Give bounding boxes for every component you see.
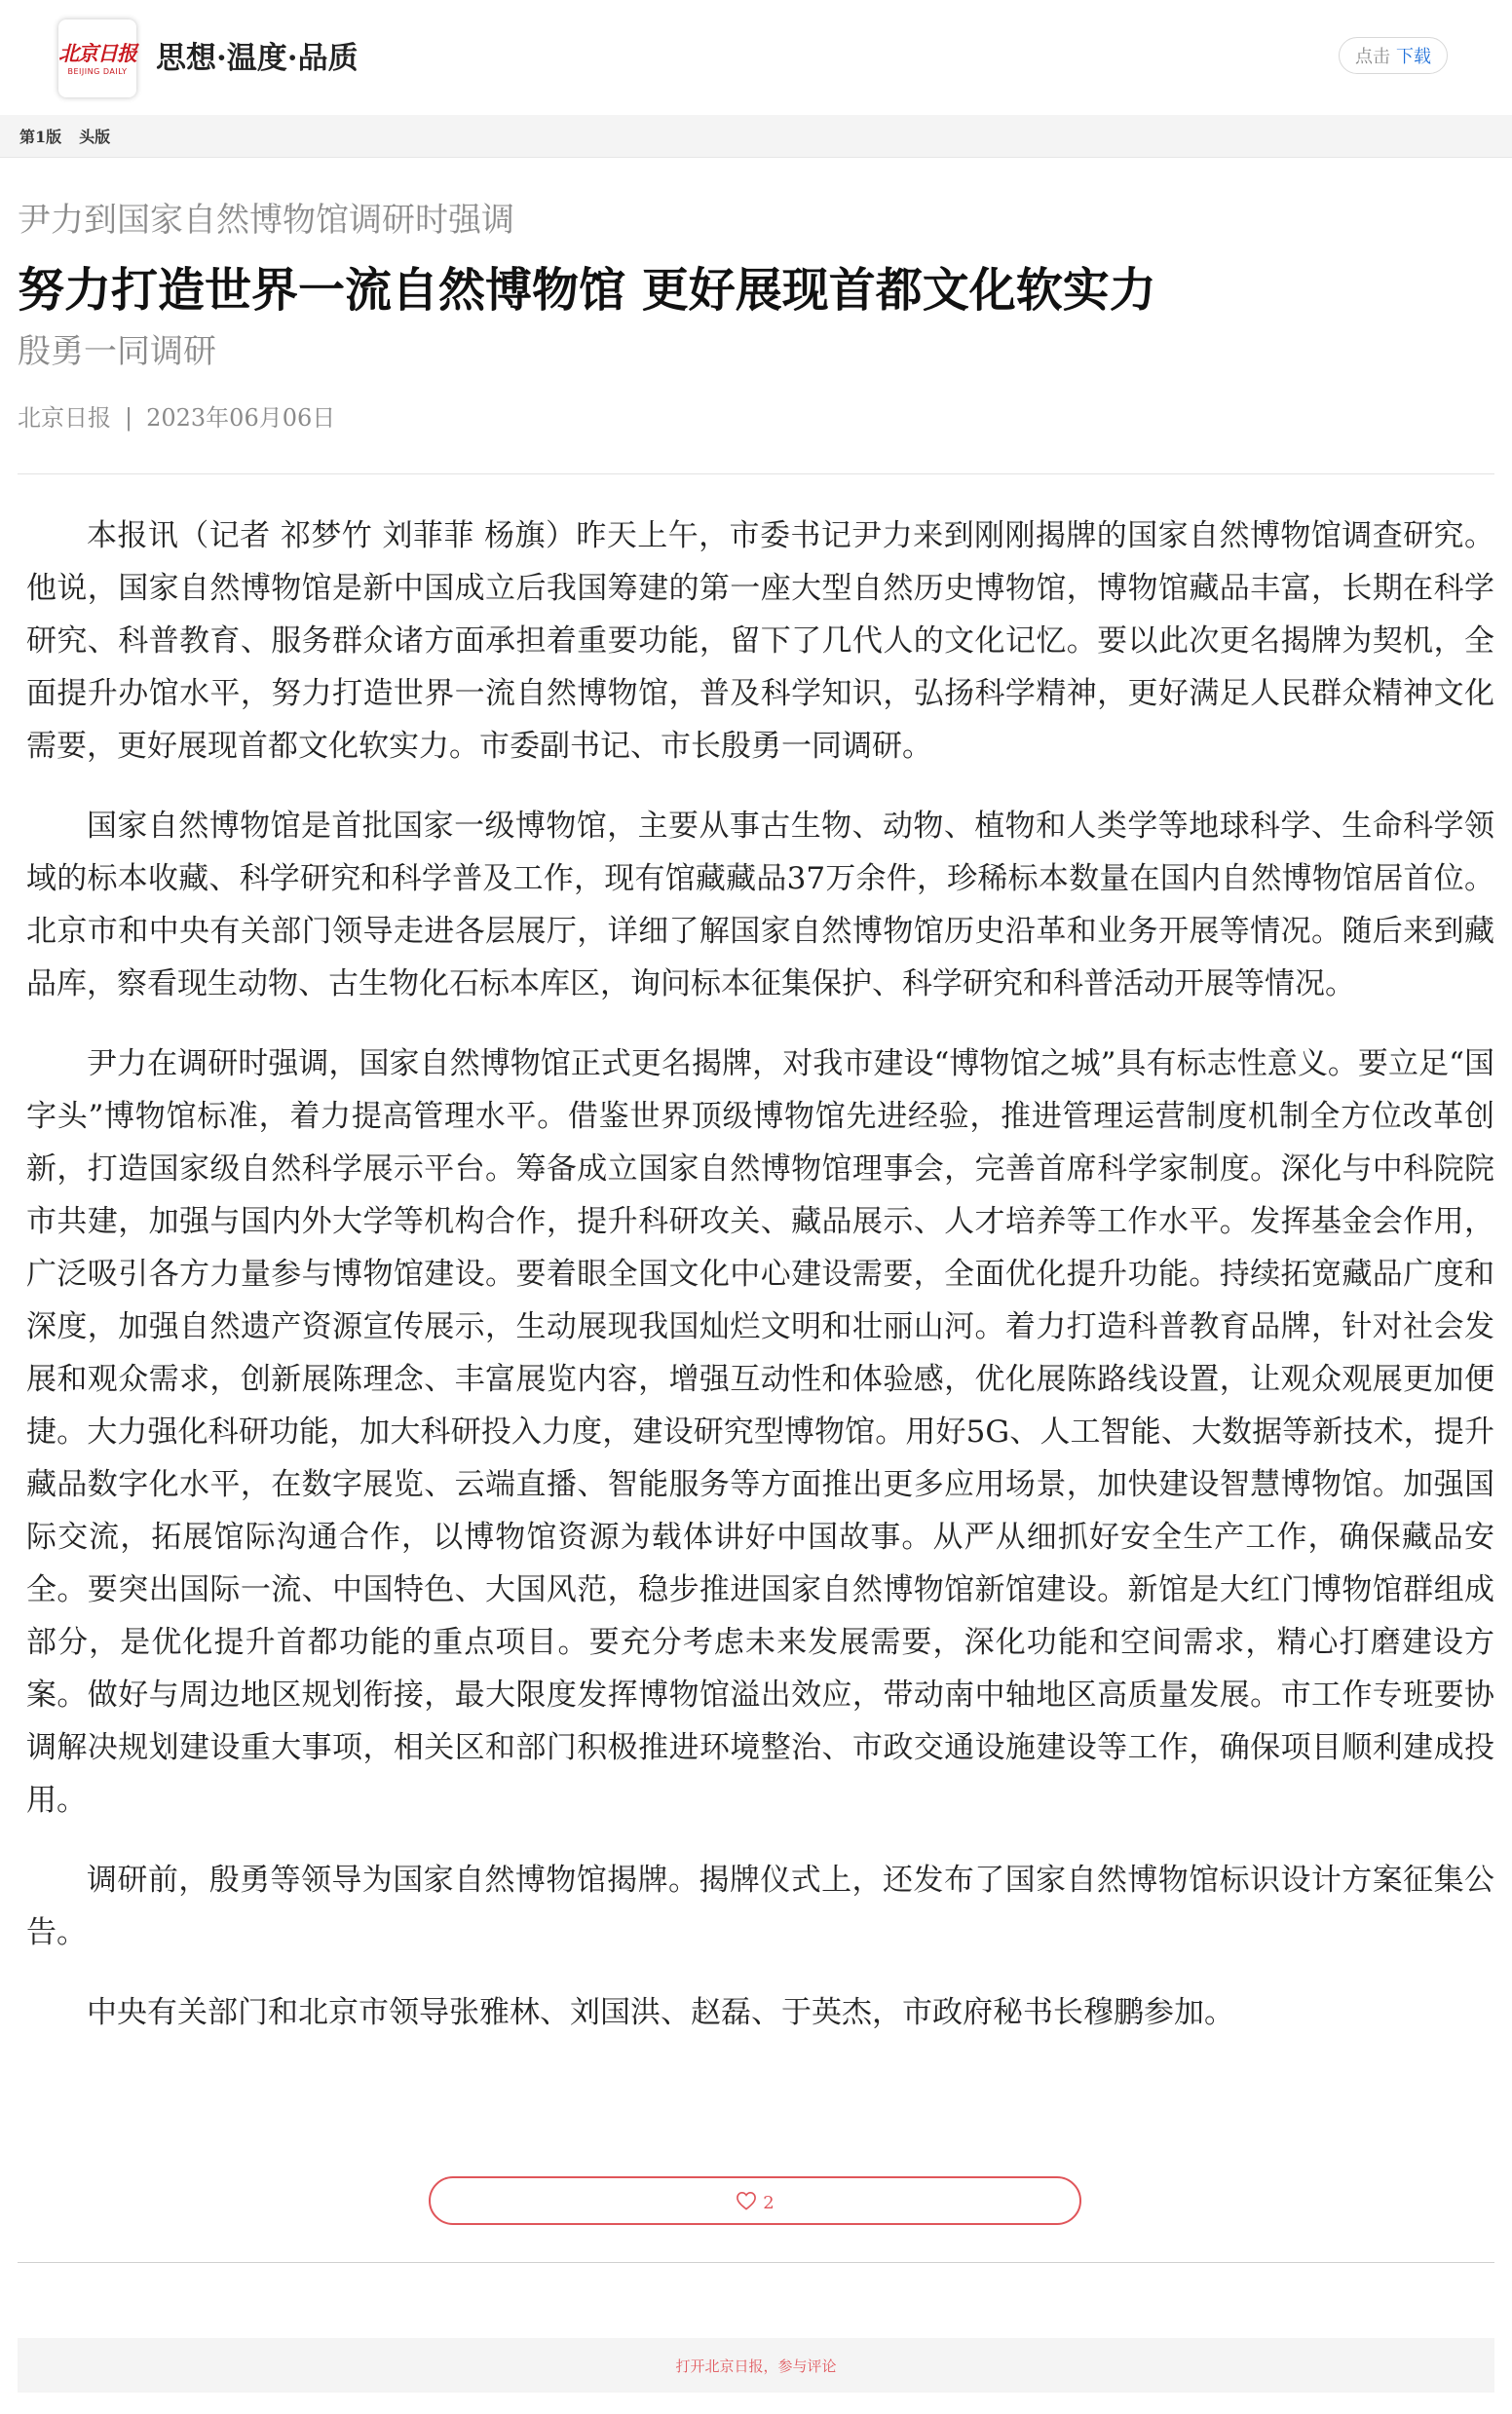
article	[18, 158, 1494, 2066]
app-header	[0, 0, 1512, 115]
article-paragraph: 中央有关部门和北京市领导张雅林、刘国洪、赵磊、于英杰，市政府秘书长穆鹏参加。	[87, 1995, 1234, 2030]
download-prefix: 点击	[1355, 47, 1390, 67]
article-paragraph: 尹力在调研时强调，国家自然博物馆正式更名揭牌，对我市建设“博物馆之城”具有标志性意义。要立足“国字头”博物馆标准，着力提高管理水平。借鉴世界顶级博物馆先进经验，推进管理运营制度机制全方位改革创新，打造国家级自然科学展示平台。筹备成立国家自然博物馆理事会，完善首席科学家制度。深化与中科院院市共建，加强与国内外大学等机构合作，提升科研攻关、藏品展示、人才培养等工作水平。发挥基金会作用，广泛吸引各方力量参与博物馆建设。要着眼全国文化中心建设需要，全面优化提升功能。持续拓宽藏品广度和深度，加强自然遗产资源宣传展示，生动展现我国灿烂文明和壮丽山河。着力打造科普教育品牌，针对社会发展和观众需求，创新展陈理念、丰富展览内容，增强互动性和体验感，优化展陈路线设置，让观众观展更加便捷。大力强化科研功能，加大科研投入力度，建设研究型博物馆。用好5G、人工智能、大数据等新技术，提升藏品数字化水平，在数字展览、云端直播、智能服务等方面推出更多应用场景，加快建设智慧博物馆。加强国际交流，拓展馆际沟通合作，以博物馆资源为载体讲好中国故事。从严从细抓好安全生产工作，确保藏品安全。要突出国际一流、中国特色、大国风范，稳步推进国家自然博物馆新馆建设。新馆是大红门博物馆群组成部分，是优化提升首都功能的重点项目。要充分考虑未来发展需要，深化功能和空间需求，精心打磨建设方案。做好与周边地区规划衔接，最大限度发挥博物馆溢出效应，带动南中轴地区高质量发展。市工作专班要协调解决规划建设重大事项，相关区和部门积极推进环境整治、市政交通设施建设等工作，确保项目顺利建成投用。	[26, 1046, 1494, 1818]
edition-page[interactable]: 第1版	[19, 128, 62, 146]
like-count: 2	[763, 2192, 775, 2213]
article-paragraph: 本报讯（记者 祁梦竹 刘菲菲 杨旗）昨天上午，市委书记尹力来到刚刚揭牌的国家自然博物馆调查研究。他说，国家自然博物馆是新中国成立后我国筹建的第一座大型自然历史博物馆，博物馆藏品丰富，长期在科学研究、科普教育、服务群众诸方面承担着重要功能，留下了几代人的文化记忆。要以此次更名揭牌为契机，全面提升办馆水平，努力打造世界一流自然博物馆，普及科学知识，弘扬科学精神，更好满足人民群众精神文化需要，更好展现首都文化软实力。市委副书记、市长殷勇一同调研。	[26, 518, 1494, 764]
article-body	[18, 509, 1494, 2039]
article-paragraph: 调研前，殷勇等领导为国家自然博物馆揭牌。揭牌仪式上，还发布了国家自然博物馆标识设计方案征集公告。	[26, 1863, 1494, 1950]
open-app-comment-bar[interactable]	[18, 2338, 1494, 2393]
edition-bar	[0, 115, 1512, 158]
download-link[interactable]: 下载	[1396, 47, 1431, 67]
download-button[interactable]	[1339, 37, 1448, 74]
edition-section[interactable]: 头版	[79, 128, 111, 146]
beijing-daily-logo	[58, 19, 136, 97]
article-paragraph: 国家自然博物馆是首批国家一级博物馆，主要从事古生物、动物、植物和人类学等地球科学、生命科学领域的标本收藏、科学研究和科学普及工作，现有馆藏藏品37万余件，珍稀标本数量在国内自然博物馆居首位。北京市和中央有关部门领导走进各层展厅，详细了解国家自然博物馆历史沿革和业务开展等情况。随后来到藏品库，察看现生动物、古生物化石标本库区，询问标本征集保护、科学研究和科普活动开展等情况。	[26, 809, 1494, 1001]
article-source: 北京日报	[18, 404, 111, 432]
logo-text-cn: 北京日报	[58, 40, 136, 65]
article-date: 2023年06月06日	[146, 404, 336, 432]
like-button[interactable]	[429, 2176, 1081, 2225]
logo-text-en: BEIJING DAILY	[67, 66, 128, 76]
article-pre-title: 尹力到国家自然博物馆调研时强调	[18, 201, 514, 240]
article-title: 努力打造世界一流自然博物馆 更好展现首都文化软实力	[18, 263, 1156, 318]
open-app-comment-text[interactable]: 打开北京日报，参与评论	[675, 2357, 837, 2375]
header-divider	[18, 473, 1494, 474]
meta-separator: |	[125, 404, 133, 432]
article-meta	[18, 401, 1494, 434]
article-sub-title: 殷勇一同调研	[18, 332, 216, 371]
heart-icon	[736, 2191, 757, 2210]
header-slogan: 思想·温度·品质	[156, 41, 359, 76]
footer-divider	[18, 2262, 1494, 2263]
